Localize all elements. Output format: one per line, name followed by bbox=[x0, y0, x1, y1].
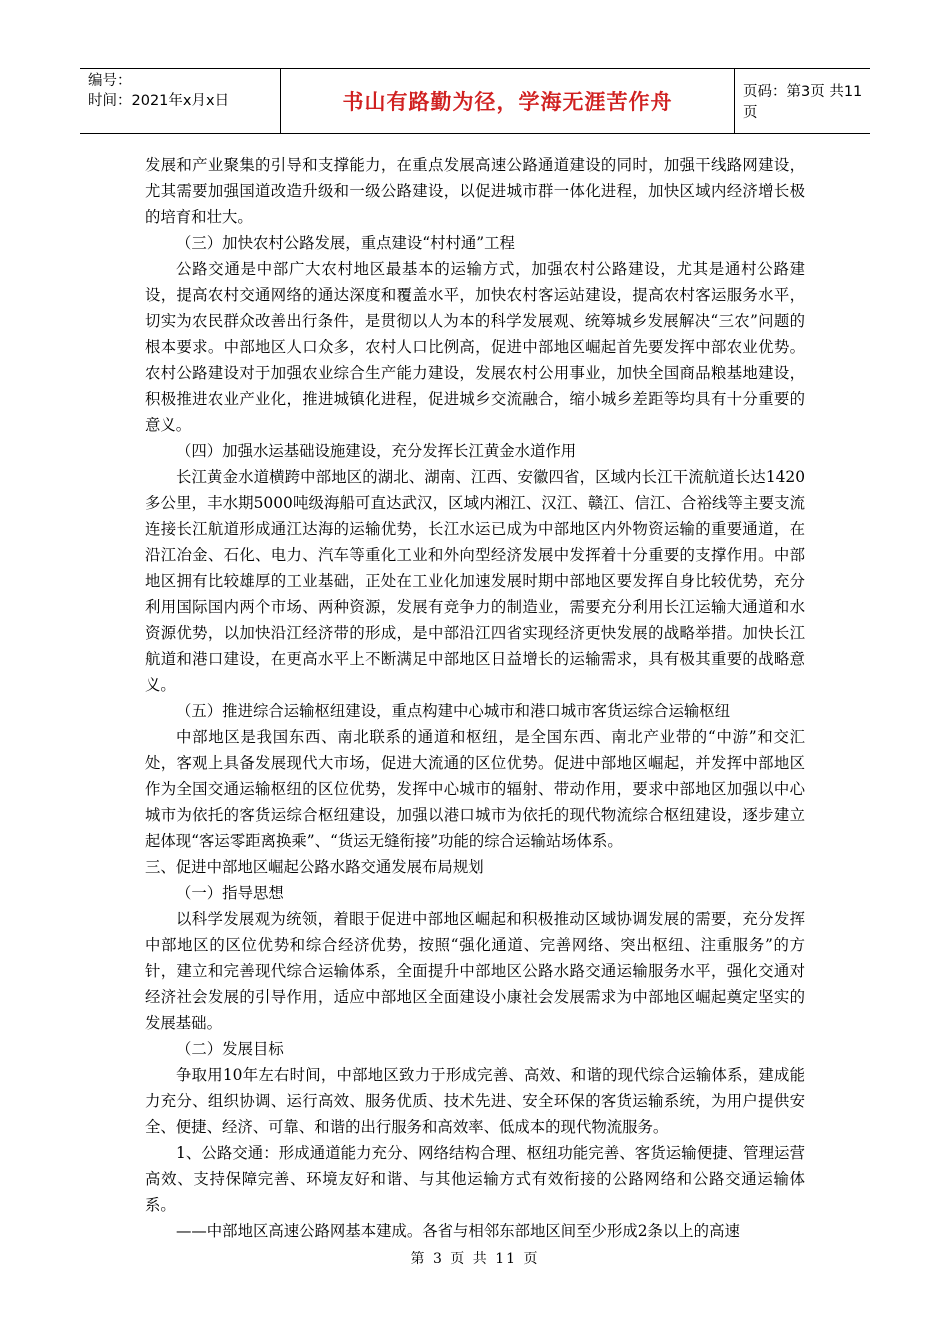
paragraph: 以科学发展观为统领，着眼于促进中部地区崛起和积极推动区域协调发展的需要，充分发挥中部地区的区位优势和综合经济优势，按照“强化通道、完善网络、突出枢纽、注重服务”的方针，建立和完善现代综合运输体系，全面提升中部地区公路水路交通运输服务水平，强化交通对经济社会发展的引导作用，适应中部地区全面建设小康社会发展需求为中部地区崛起奠定坚实的发展基础。 bbox=[145, 910, 805, 1032]
paragraph: 发展和产业聚集的引导和支撑能力，在重点发展高速公路通道建设的同时，加强干线路网建设，尤其需要加强国道改造升级和一级公路建设，以促进城市群一体化进程，加快区域内经济增长极的培育和壮大。 bbox=[145, 156, 805, 226]
paragraph: 公路交通是中部广大农村地区最基本的运输方式，加强农村公路建设，尤其是通村公路建设，提高农村交通网络的通达深度和覆盖水平，加快农村客运站建设，提高农村客运服务水平，切实为农民群众改善出行条件，是贯彻以人为本的科学发展观、统筹城乡发展解决“三农”问题的根本要求。中部地区人口众多，农村人口比例高，促进中部地区崛起首先要发挥中部农业优势。农村公路建设对于加强农业综合生产能力建设，发展农村公用事业，加快全国商品粮基地建设，积极推进农业产业化，推进城镇化进程，促进城乡交流融合，缩小城乡差距等均具有十分重要的意义。 bbox=[145, 260, 805, 434]
section-heading: （二）发展目标 bbox=[176, 1040, 284, 1058]
chapter-heading: 三、促进中部地区崛起公路水路交通发展布局规划 bbox=[145, 858, 484, 876]
section-heading: （四）加强水运基础设施建设，充分发挥长江黄金水道作用 bbox=[176, 442, 577, 460]
document-body bbox=[145, 152, 805, 1244]
header-page-code: 页码：第3页 共11页 bbox=[743, 84, 863, 121]
paragraph: 长江黄金水道横跨中部地区的湖北、湖南、江西、安徽四省，区域内长江干流航道长达1420多公里，丰水期5000吨级海船可直达武汉，区域内湘江、汉江、赣江、信江、合裕线等主要支流连接长江航道形成通江达海的运输优势，长江水运已成为中部地区内外物资运输的重要通道，在沿江冶金、石化、电力、汽车等重化工业和外向型经济发展中发挥着十分重要的支撑作用。中部地区拥有比较雄厚的工业基础，正处在工业化加速发展时期中部地区要发挥自身比较优势，充分利用国际国内两个市场、两种资源，发展有竞争力的制造业，需要充分利用长江运输大通道和水资源优势，以加快沿江经济带的形成，是中部沿江四省实现经济更快发展的战略举措。加快长江航道和港口建设，在更高水平上不断满足中部地区日益增长的运输需求，具有极其重要的战略意义。 bbox=[145, 468, 805, 694]
paragraph: 1、公路交通：形成通道能力充分、网络结构合理、枢纽功能完善、客货运输便捷、管理运营高效、支持保障完善、环境友好和谐、与其他运输方式有效衔接的公路网络和公路交通运输体系。 bbox=[145, 1144, 805, 1214]
paragraph: 中部地区是我国东西、南北联系的通道和枢纽，是全国东西、南北产业带的“中游”和交汇处，客观上具备发展现代大市场，促进大流通的区位优势。促进中部地区崛起，并发挥中部地区作为全国交通运输枢纽的区位优势，发挥中心城市的辐射、带动作用，要求中部地区加强以中心城市为依托的客货运综合枢纽建设，加强以港口城市为依托的现代物流综合枢纽建设，逐步建立起体现“客运零距离换乘”、“货运无缝衔接”功能的综合运输站场体系。 bbox=[145, 728, 805, 850]
section-heading: （一）指导思想 bbox=[176, 884, 284, 902]
paragraph: 争取用10年左右时间，中部地区致力于形成完善、高效、和谐的现代综合运输体系，建成能力充分、组织协调、运行高效、服务优质、技术先进、安全环保的客货运输系统，为用户提供安全、便捷、经济、可靠、和谐的出行服务和高效率、低成本的现代物流服务。 bbox=[145, 1066, 805, 1136]
paragraph: ——中部地区高速公路网基本建成。各省与相邻东部地区间至少形成2条以上的高速 bbox=[176, 1222, 740, 1240]
section-heading: （三）加快农村公路发展，重点建设“村村通”工程 bbox=[176, 234, 515, 252]
header-motto-cell bbox=[280, 69, 735, 133]
section-heading: （五）推进综合运输枢纽建设，重点构建中心城市和港口城市客货运综合运输枢纽 bbox=[176, 702, 731, 720]
document-number-label: 编号： bbox=[88, 73, 132, 89]
page-header bbox=[80, 68, 870, 134]
document-time-label: 时间：2021年x月x日 bbox=[88, 93, 230, 109]
header-meta bbox=[80, 69, 280, 133]
header-motto: 书山有路勤为径，学海无涯苦作舟 bbox=[342, 90, 673, 114]
page-footer: 第 3 页 共 11 页 bbox=[410, 1251, 540, 1267]
